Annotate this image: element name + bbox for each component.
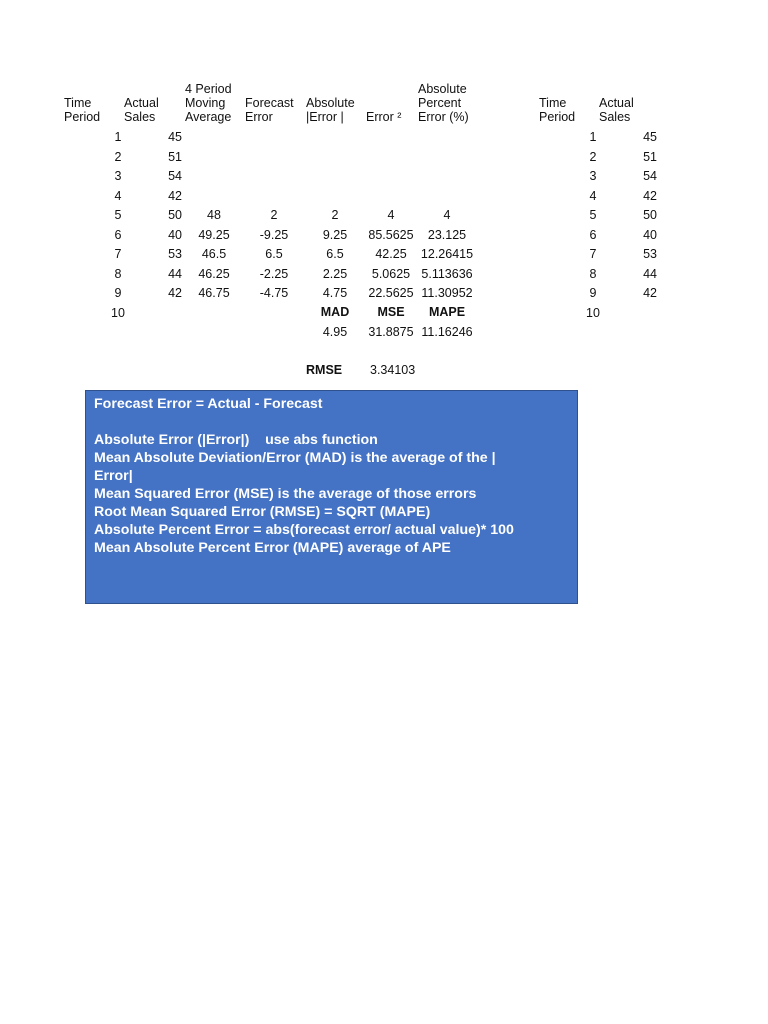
cell-absolute-error: 9.25 [322, 227, 348, 242]
header-text: Moving [185, 96, 226, 110]
cell-absolute-error: 4.75 [322, 286, 348, 300]
mape-label: MAPE [428, 305, 466, 319]
rmse-label: RMSE [306, 363, 343, 377]
cell-period: 3 [114, 169, 122, 183]
right-cell-sales: 42 [643, 286, 657, 300]
mse-value: 31.8875 [368, 325, 414, 339]
right-cell-sales: 44 [643, 266, 657, 281]
mad-value: 4.95 [322, 325, 348, 339]
note-line: Absolute Error (|Error|) use abs function [94, 432, 378, 448]
mse-label: MSE [377, 305, 405, 319]
right-cell-sales: 50 [643, 208, 657, 222]
cell-period: 9 [114, 286, 122, 300]
right-cell-period: 1 [589, 130, 597, 144]
right-cell-period: 5 [589, 208, 597, 222]
cell-abs-percent-error: 23.125 [427, 227, 467, 242]
note-line: Absolute Percent Error = abs(forecast error/ actual value)* 100 [94, 522, 514, 538]
right-cell-sales: 54 [643, 169, 657, 183]
cell-abs-percent-error: 4 [443, 208, 451, 222]
header-text: Error [245, 110, 273, 124]
header-text: Average [185, 110, 232, 124]
cell-sales: 42 [168, 188, 182, 203]
header-text: Absolute [306, 96, 355, 110]
header-text: Period [539, 110, 576, 124]
note-line-blank [94, 413, 569, 431]
formula-notes-box [85, 390, 578, 604]
header-text: 4 Period [185, 82, 232, 96]
right-cell-period: 7 [589, 247, 597, 261]
cell-moving-average: 46.75 [198, 286, 230, 300]
cell-sales: 53 [168, 247, 182, 261]
header-text: Percent [418, 96, 462, 110]
header-text: |Error | [306, 110, 344, 124]
note-line: Root Mean Squared Error (RMSE) = SQRT (MAPE) [94, 504, 431, 520]
cell-moving-average: 48 [207, 208, 221, 222]
right-cell-sales: 45 [643, 130, 657, 144]
header-text: Sales [124, 110, 156, 124]
cell-forecast-error: 2 [270, 208, 278, 222]
header-text: Absolute [418, 82, 467, 96]
right-cell-period: 6 [589, 227, 597, 242]
header-text: Error (%) [418, 110, 469, 124]
right-cell-sales: 51 [643, 149, 657, 164]
header-text: Actual [599, 96, 634, 110]
cell-sales: 50 [168, 208, 182, 222]
header-text: Forecast [245, 96, 294, 110]
cell-forecast-error: -2.25 [259, 266, 289, 281]
cell-period: 7 [114, 247, 122, 261]
cell-period: 10 [111, 305, 125, 320]
cell-sales: 44 [168, 266, 182, 281]
cell-error-squared: 85.5625 [368, 227, 414, 242]
header-text: Period [64, 110, 101, 124]
cell-sales: 54 [168, 169, 182, 183]
cell-period: 2 [114, 149, 122, 164]
cell-forecast-error: 6.5 [265, 247, 283, 261]
header-error-squared: Error ² [366, 110, 402, 124]
note-line: Forecast Error = Actual - Forecast [94, 396, 323, 412]
cell-abs-percent-error: 12.26415 [420, 247, 474, 261]
cell-abs-percent-error: 5.113636 [421, 266, 473, 281]
right-cell-period: 2 [589, 149, 597, 164]
header-text: Sales [599, 110, 631, 124]
cell-period: 8 [114, 266, 122, 281]
mad-label: MAD [320, 305, 350, 319]
cell-absolute-error: 2 [331, 208, 339, 222]
cell-forecast-error: -9.25 [259, 227, 289, 242]
cell-error-squared: 42.25 [375, 247, 407, 261]
right-cell-period: 4 [589, 188, 597, 203]
cell-abs-percent-error: 11.30952 [421, 286, 473, 300]
cell-sales: 51 [168, 149, 182, 164]
header-text: Time [539, 96, 567, 110]
cell-sales: 40 [168, 227, 182, 242]
cell-moving-average: 49.25 [198, 227, 230, 242]
cell-moving-average: 46.5 [201, 247, 227, 261]
note-line: Mean Absolute Deviation/Error (MAD) is the average of the | [94, 450, 496, 466]
right-cell-period: 3 [589, 169, 597, 183]
cell-sales: 45 [168, 130, 182, 144]
note-line: Mean Absolute Percent Error (MAPE) average of APE [94, 540, 451, 556]
note-line: Error| [94, 468, 133, 484]
rmse-value: 3.34103 [370, 363, 416, 377]
cell-absolute-error: 2.25 [322, 266, 348, 281]
mape-value: 11.16246 [421, 325, 473, 339]
right-cell-sales: 40 [643, 227, 657, 242]
cell-error-squared: 22.5625 [368, 286, 414, 300]
cell-period: 1 [114, 130, 122, 144]
cell-error-squared: 4 [387, 208, 395, 222]
right-cell-period: 8 [589, 266, 597, 281]
cell-moving-average: 46.25 [198, 266, 230, 281]
header-text: Time [64, 96, 92, 110]
cell-error-squared: 5.0625 [371, 266, 411, 281]
cell-forecast-error: -4.75 [259, 286, 289, 300]
note-line: Mean Squared Error (MSE) is the average of those errors [94, 486, 477, 502]
cell-absolute-error: 6.5 [326, 247, 344, 261]
cell-period: 4 [114, 188, 122, 203]
header-text: Actual [124, 96, 159, 110]
right-cell-period: 9 [589, 286, 597, 300]
cell-period: 5 [114, 208, 122, 222]
cell-period: 6 [114, 227, 122, 242]
right-cell-period: 10 [586, 305, 600, 320]
right-cell-sales: 53 [643, 247, 657, 261]
cell-sales: 42 [168, 286, 182, 300]
right-cell-sales: 42 [643, 188, 657, 203]
